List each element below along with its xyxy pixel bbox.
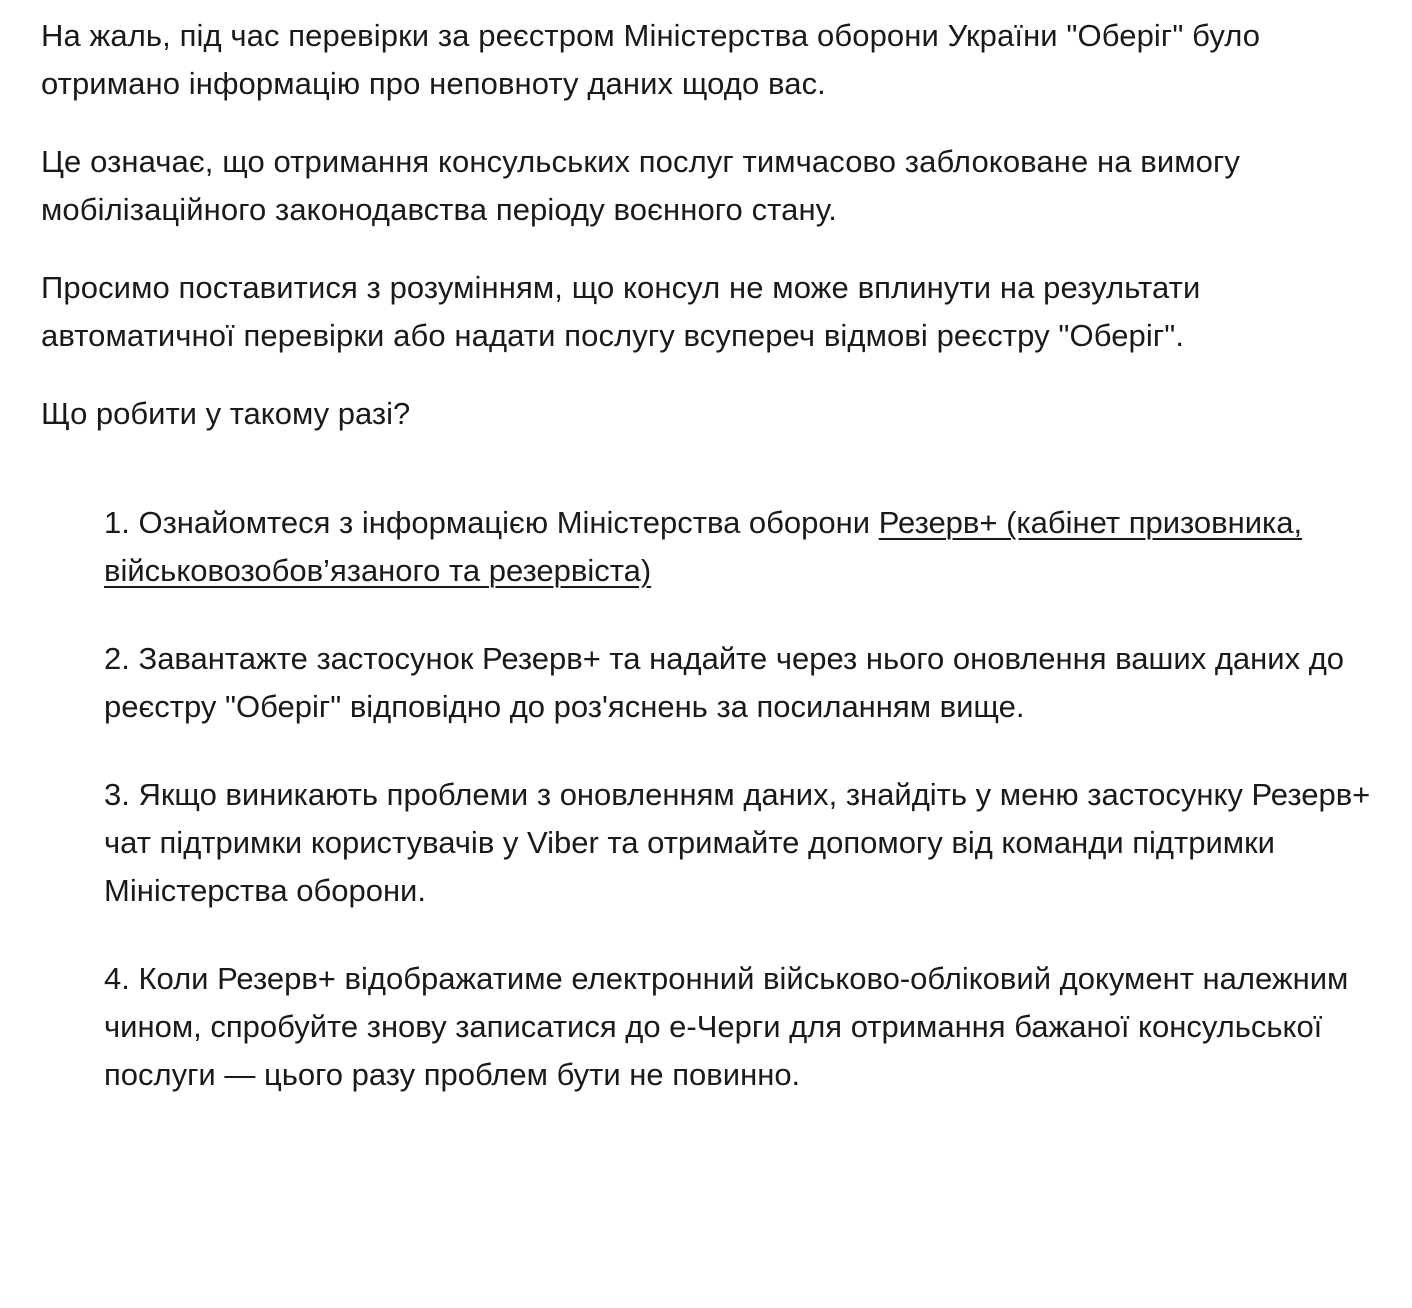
intro-paragraph-1: На жаль, під час перевірки за реєстром Міністерства оборони України "Оберіг" було отримано інформацію про неповноту даних щодо вас. bbox=[41, 18, 1261, 101]
step-1 bbox=[104, 499, 1372, 595]
intro-paragraph-3: Просимо поставитися з розумінням, що консул не може вплинути на результати автоматичної перевірки або надати послугу всупереч відмові реєстру "Оберіг". bbox=[41, 270, 1201, 353]
step-1-text: 1. Ознайомтеся з інформацією Міністерства оборони bbox=[104, 505, 879, 540]
reserve-plus-link[interactable]: Резерв+ (кабінет призовника, військовозобов’язаного та резервіста) bbox=[104, 505, 1303, 588]
intro-paragraph-2: Це означає, що отримання консульських послуг тимчасово заблоковане на вимогу мобілізаційного законодавства періоду воєнного стану. bbox=[41, 144, 1241, 227]
step-2: 2. Завантажте застосунок Резерв+ та надайте через нього оновлення ваших даних до реєстру "Оберіг" відповідно до роз'яснень за посиланням вище. bbox=[104, 641, 1345, 724]
step-4: 4. Коли Резерв+ відображатиме електронний військово-обліковий документ належним чином, спробуйте знову записатися до е-Черги для отримання бажаної консульської послуги — цього разу проблем бути не повинно. bbox=[104, 961, 1349, 1092]
question-heading: Що робити у такому разі? bbox=[41, 396, 411, 431]
steps-list bbox=[41, 499, 1372, 1099]
step-3: 3. Якщо виникають проблеми з оновленням даних, знайдіть у меню застосунку Резерв+ чат підтримки користувачів у Viber та отримайте допомогу від команди підтримки Міністерства оборони. bbox=[104, 777, 1371, 908]
